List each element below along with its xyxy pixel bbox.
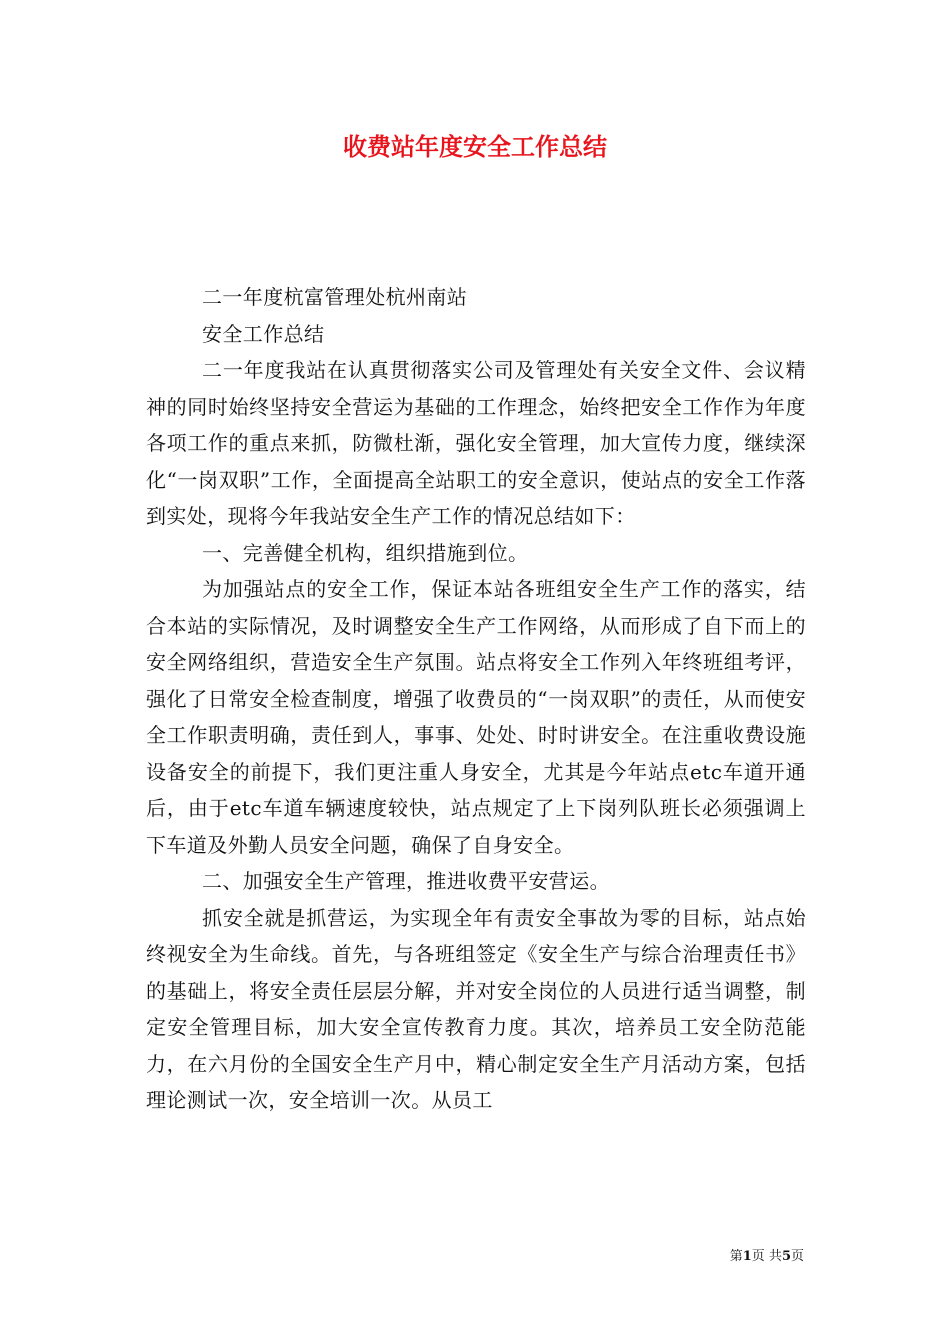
footer-total-pages: 5: [781, 1249, 791, 1264]
paragraph-section-2: 抓安全就是抓营运，为实现全年有责安全事故为零的目标，站点始终视安全为生命线。首先，与各班组签定《安全生产与综合治理责任书》的基础上，将安全责任层层分解，并对安全岗位的人员进行适当调整，制定安全管理目标，加大安全宣传教育力度。其次，培养员工安全防范能力，在六月份的全国安全生产月中，精心制定安全生产月活动方案，包括理论测试一次，安全培训一次。从员工: [146, 905, 806, 1112]
document-body: [146, 279, 806, 1119]
document-title: 收费站年度安全工作总结: [343, 133, 607, 161]
footer-middle: 页 共: [751, 1249, 782, 1264]
section-heading-2: 二、加强安全生产管理，推进收费平安营运。: [202, 869, 610, 893]
paragraph-section-1: 为加强站点的安全工作，保证本站各班组安全生产工作的落实，结合本站的实际情况，及时调整安全生产工作网络，从而形成了自下而上的安全网络组织，营造安全生产氛围。站点将安全工作列入年终班组考评，强化了日常安全检查制度，增强了收费员的“一岗双职”的责任，从而使安全工作职责明确，责任到人，事事、处处、时时讲安全。在注重收费设施设备安全的前提下，我们更注重人身安全，尤其是今年站点etc车道开通后，由于etc车道车辆速度较快，站点规定了上下岗列队班长必须强调上下车道及外勤人员安全问题，确保了自身安全。: [146, 577, 806, 857]
footer-suffix: 页: [790, 1249, 804, 1264]
paragraph-subtitle: 安全工作总结: [202, 321, 325, 346]
section-heading-1: 一、完善健全机构，组织措施到位。: [202, 540, 529, 565]
footer-prefix: 第: [729, 1249, 743, 1264]
page-footer: [730, 1248, 804, 1266]
paragraph-intro: 二一年度我站在认真贯彻落实公司及管理处有关安全文件、会议精神的同时始终坚持安全营运为基础的工作理念，始终把安全工作作为年度各项工作的重点来抓，防微杜渐，强化安全管理，加大宣传力度，继续深化“一岗双职”工作，全面提高全站职工的安全意识，使站点的安全工作落到实处，现将今年我站安全生产工作的情况总结如下：: [146, 358, 806, 528]
paragraph-organization: 二一年度杭富管理处杭州南站: [202, 285, 468, 309]
footer-page-number: 1: [742, 1249, 752, 1264]
